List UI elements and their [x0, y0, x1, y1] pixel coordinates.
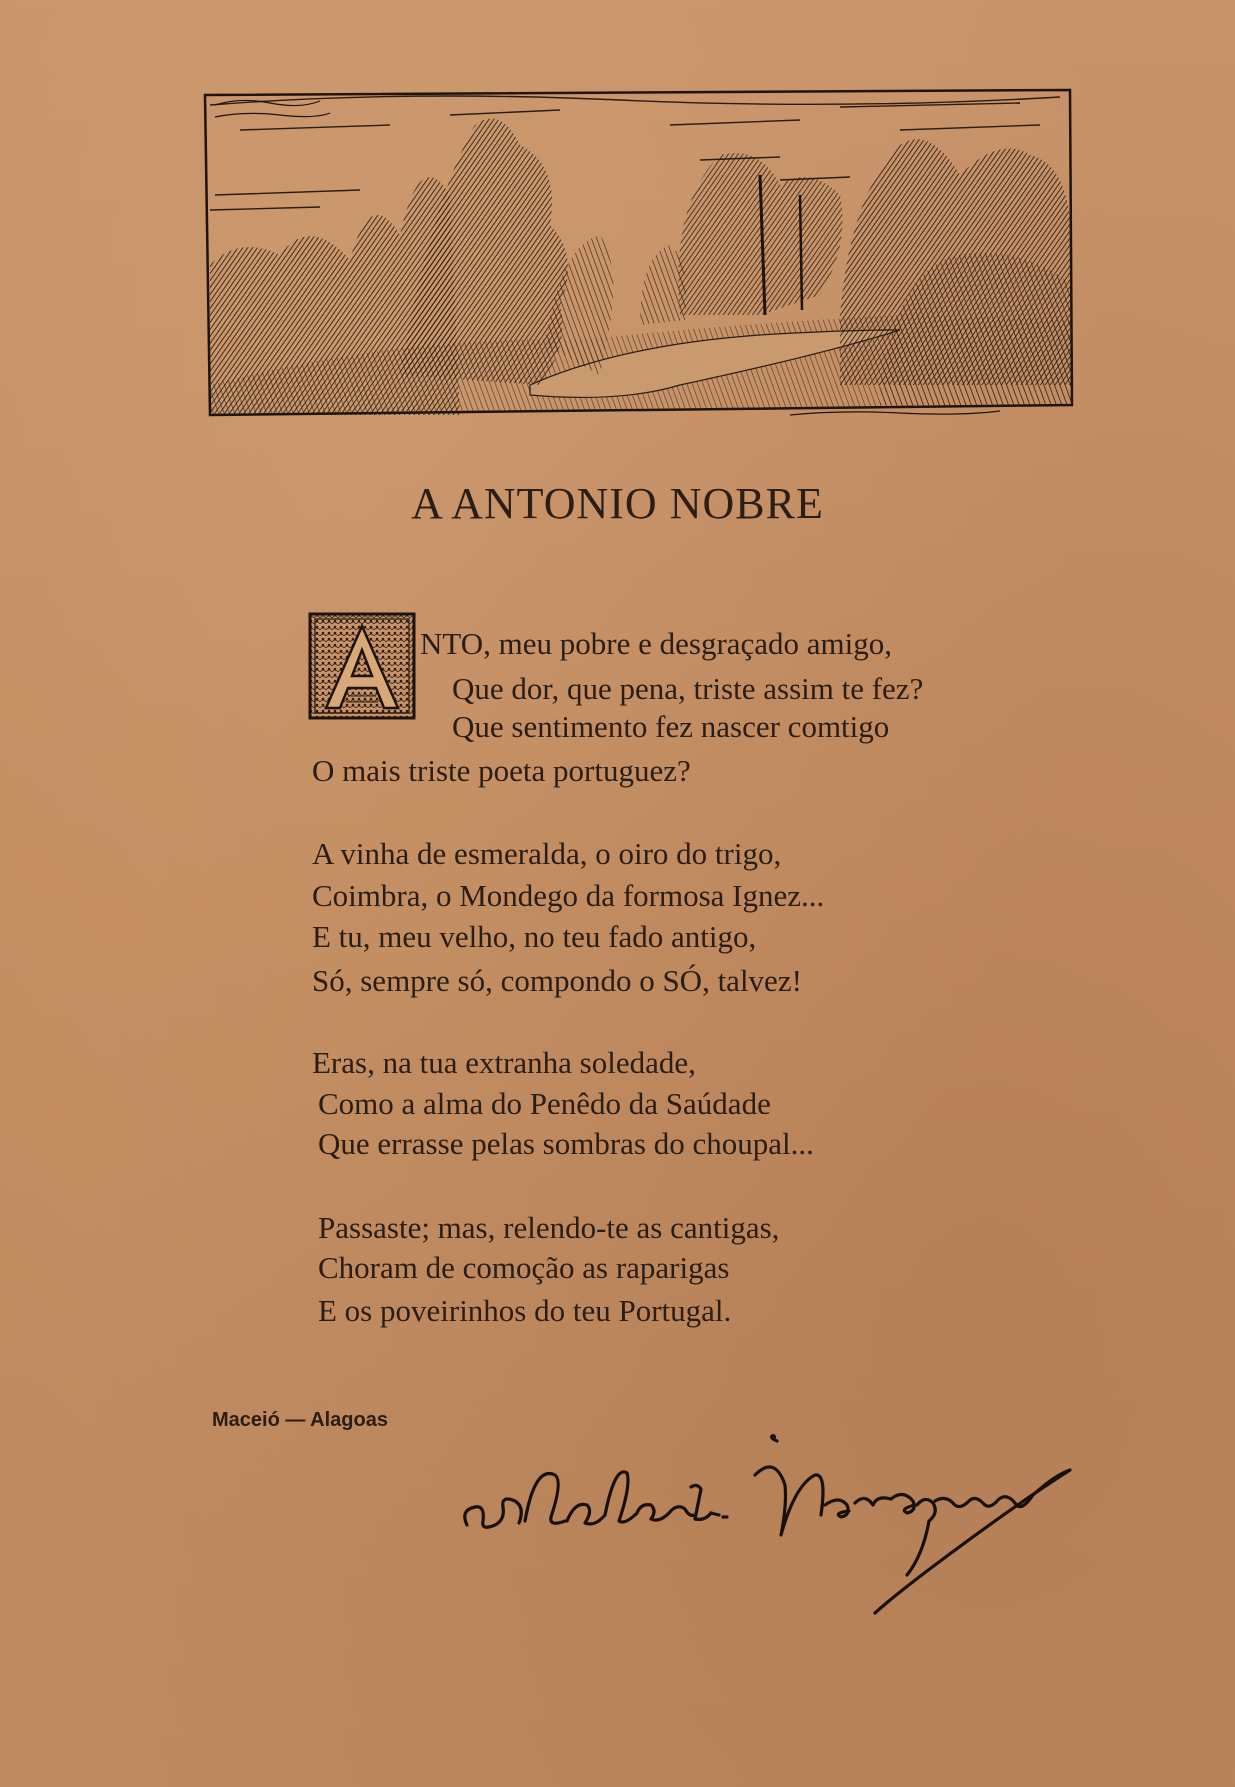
poem-line: Só, sempre só, compondo o SÓ, talvez! [312, 963, 802, 998]
poem-line: Eras, na tua extranha soledade, [312, 1045, 696, 1080]
handwritten-signature-icon [455, 1425, 1095, 1625]
poem-line: Que errasse pelas sombras do choupal... [318, 1126, 814, 1161]
poem-line: E tu, meu velho, no teu fado antigo, [312, 919, 757, 954]
poem-title: A ANTONIO NOBRE [411, 479, 824, 528]
ornamental-drop-cap-icon [308, 612, 416, 720]
forest-landscape-engraving-icon [200, 85, 1075, 420]
poem-line: Choram de comoção as raparigas [318, 1250, 730, 1285]
poem-line: NTO, meu pobre e desgraçado amigo, [420, 626, 893, 661]
poem-line: Como a alma do Penêdo da Saúdade [318, 1086, 771, 1121]
poem-line: Coimbra, o Mondego da formosa Ignez... [312, 878, 825, 913]
poem-line: Que sentimento fez nascer comtigo [452, 709, 890, 744]
poem-line: E os poveirinhos do teu Portugal. [318, 1293, 732, 1328]
poem-line: Que dor, que pena, triste assim te fez? [452, 671, 924, 706]
poem-line: A vinha de esmeralda, o oiro do trigo, [312, 836, 782, 871]
poem-line: O mais triste poeta portuguez? [312, 753, 691, 788]
place-of-writing: Maceió — Alagoas [212, 1409, 388, 1431]
poem-line: Passaste; mas, relendo-te as cantigas, [318, 1210, 780, 1245]
